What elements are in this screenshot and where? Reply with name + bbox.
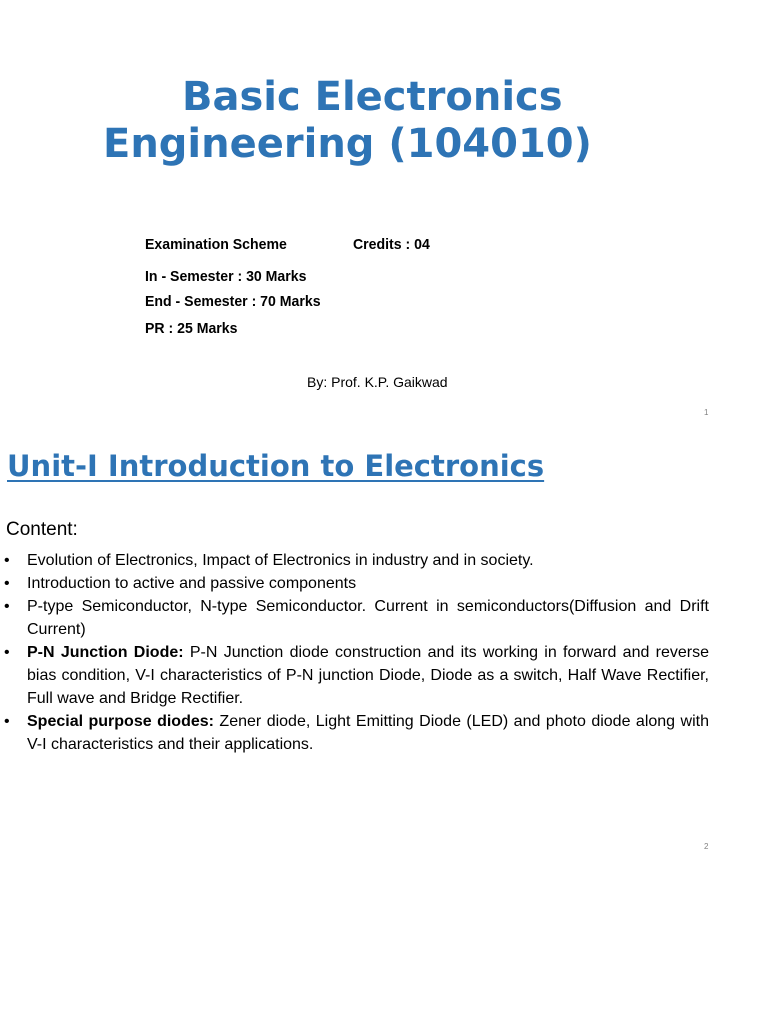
content-list (0, 549, 709, 756)
item-lead: P-N Junction Diode: (27, 644, 184, 661)
unit-heading: Unit-I Introduction to Electronics (7, 449, 545, 483)
item-text: P-type Semiconductor, N-type Semiconductor. Current in semiconductors(Diffusion and Drift Current) (27, 598, 709, 638)
title-line-2: Engineering (104010) (103, 121, 592, 167)
item-text: P-N Junction diode construction and its working in forward and reverse bias condition, V-I characteristics of P-N junction Diode, Diode as a switch, Half Wave Rectifier, Full wave and Bridge Rectifier. (27, 644, 709, 707)
content-label: Content: (6, 519, 78, 540)
bullet-icon: • (4, 644, 10, 661)
in-semester-marks: In - Semester : 30 Marks (145, 268, 307, 285)
author-credit: By: Prof. K.P. Gaikwad (307, 374, 448, 390)
content-item-3 (0, 595, 709, 641)
credits-label: Credits : 04 (353, 236, 430, 253)
bullet-icon: • (4, 713, 10, 730)
slide-1 (0, 0, 768, 432)
bullet-icon: • (4, 552, 10, 569)
item-text: Zener diode, Light Emitting Diode (LED) and photo diode along with V-I characteristics and their applications. (27, 713, 709, 753)
bullet-icon: • (4, 598, 10, 615)
practical-marks: PR : 25 Marks (145, 320, 238, 337)
content-item-5 (0, 710, 709, 756)
end-semester-marks: End - Semester : 70 Marks (145, 293, 321, 310)
item-text: Evolution of Electronics, Impact of Electronics in industry and in society. (27, 552, 534, 569)
page-number-2: 2 (704, 842, 709, 851)
item-lead: Special purpose diodes: (27, 713, 214, 730)
content-item-2 (0, 572, 709, 595)
bullet-icon: • (4, 575, 10, 592)
page-number-1: 1 (704, 408, 709, 417)
content-item-4 (0, 641, 709, 710)
slide-2 (0, 432, 768, 864)
exam-scheme-label: Examination Scheme (145, 236, 287, 253)
content-item-1 (0, 549, 709, 572)
title-line-1: Basic Electronics (182, 74, 563, 120)
item-text: Introduction to active and passive components (27, 575, 357, 592)
